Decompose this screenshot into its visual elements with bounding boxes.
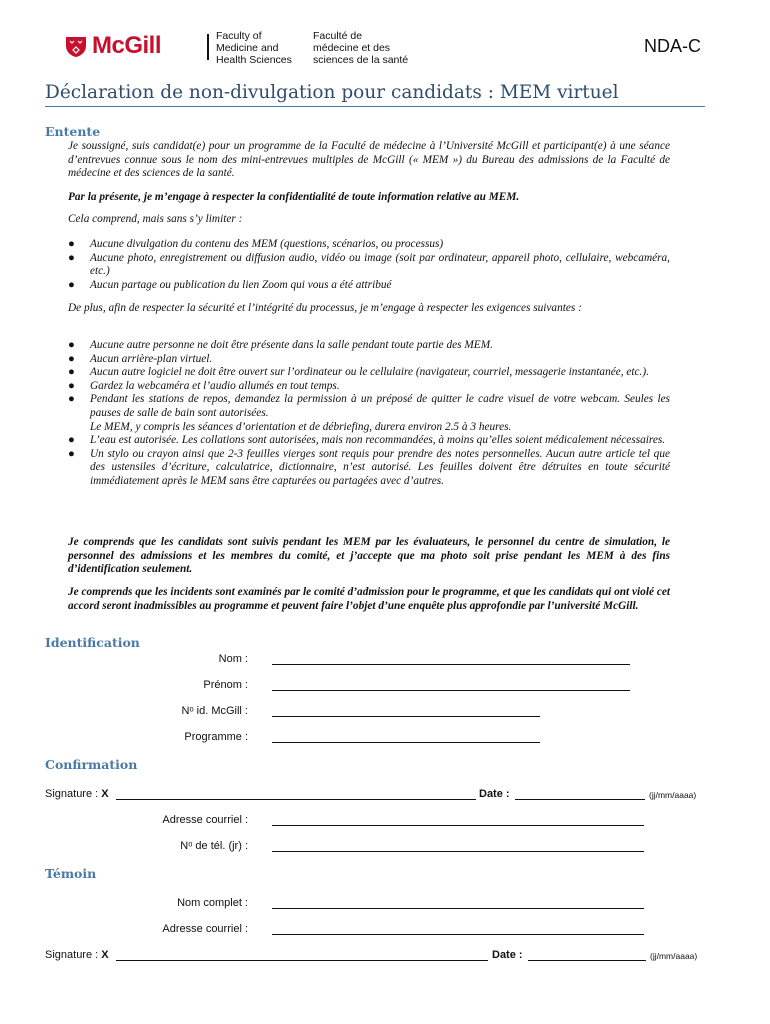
witness-date-label: Date :: [492, 949, 523, 961]
security-intro: De plus, afin de respecter la sécurité et l’intégrité du processus, je m’engage à respecter les exigences suivantes :: [68, 302, 582, 314]
section-heading-confirmation: Confirmation: [45, 757, 138, 772]
program-label: Programme :: [184, 731, 248, 743]
candidate-email-field[interactable]: [272, 825, 644, 826]
confidentiality-commitment: Par la présente, je m’engage à respecter la confidentialité de toute information relative au MEM.: [68, 191, 520, 203]
date-format-hint: (jj/mm/aaaa): [650, 951, 698, 961]
candidate-email-label: Adresse courriel :: [162, 814, 248, 826]
mcgill-id-label: Nᵒ id. McGill :: [181, 705, 248, 717]
candidate-signature-field[interactable]: [116, 799, 476, 800]
witness-email-label: Adresse courriel :: [162, 923, 248, 935]
list-item: ● Pendant les stations de repos, demandez la permission à un préposé de quitter le cadre visuel de votre webcam. Seules les pauses de salle de bain sont autorisées. Le MEM, y compris les séances d’orientation et de débriefing, durera environ 2.5 à 3 heures.: [68, 393, 670, 433]
list-item: ● Un stylo ou crayon ainsi que 2-3 feuilles vierges sont requis pour prendre des notes personnelles. Aucun autre article tel que des ustensiles d’écriture, calculatrice, dictionnaire, n’est autorisé. Les feuilles doivent être détruites en toute sécurité immédiatement après le MEM sans être capturées ou partagées avec d’autres.: [68, 447, 670, 487]
monitoring-acknowledgement: Je comprends que les candidats sont suivis pendant les MEM par les évaluateurs, le personnel du centre de simulation, le personnel des admissions et les membres du comité, et j’accepte que ma photo soit prise pendant les MEM à des fins d’identification seulement.: [68, 536, 670, 576]
list-item: ● Aucune photo, enregistrement ou diffusion audio, vidéo ou image (soit par ordinateur, appareil photo, cellulaire, webcaméra, etc.): [68, 251, 670, 278]
list-item: ● Aucune divulgation du contenu des MEM (questions, scénarios, ou processus): [68, 238, 444, 250]
last-name-label: Nom :: [218, 653, 248, 665]
list-item: ● Aucune autre personne ne doit être présente dans la salle pendant toute partie des MEM.: [68, 339, 493, 351]
section-heading-temoin: Témoin: [45, 866, 97, 881]
witness-name-label: Nom complet :: [177, 897, 248, 909]
faculty-name-fr: Faculté de médecine et des sciences de la santé: [313, 30, 409, 66]
list-item: ● Aucun partage ou publication du lien Zoom qui vous a été attribué: [68, 278, 392, 291]
candidate-phone-field[interactable]: [272, 851, 644, 852]
list-item: ● Gardez la webcaméra et l’audio allumés en tout temps.: [68, 379, 340, 392]
witness-email-field[interactable]: [272, 934, 644, 935]
list-item: ● Aucun autre logiciel ne doit être ouvert sur l’ordinateur ou le cellulaire (navigateur, courriel, messagerie instantanée, etc.).: [68, 366, 649, 379]
candidate-date-label: Date :: [479, 788, 510, 800]
first-name-field[interactable]: [272, 690, 630, 691]
requirements-list: [68, 339, 670, 489]
first-name-label: Prénom :: [203, 679, 248, 691]
candidate-signature-label: Signature : X: [45, 788, 109, 800]
logo-divider: [207, 34, 209, 60]
includes-intro: Cela comprend, mais sans s’y limiter :: [68, 213, 243, 225]
mcgill-logo-text: McGill: [92, 32, 162, 59]
faculty-name-en: Faculty of Medicine and Health Sciences: [216, 30, 292, 66]
witness-name-field[interactable]: [272, 908, 644, 909]
list-item: ● L’eau est autorisée. Les collations sont autorisées, mais non recommandées, à moins qu’elles soient médicalement nécessaires.: [68, 434, 666, 447]
witness-date-field[interactable]: [528, 960, 646, 961]
witness-signature-field[interactable]: [116, 960, 488, 961]
duration-note: Le MEM, y compris les séances d’orientation et de débriefing, durera environ 2.5 à 3 heures.: [90, 420, 512, 433]
intro-paragraph: Je soussigné, suis candidat(e) pour un programme de la Faculté de médecine à l’Université McGill et participant(e) à une séance d’entrevues connue sous le nom des mini-entrevues multiples de McGill (« MEM ») du Bureau des admissions de la Faculté de médecine et des sciences de la santé.: [68, 140, 670, 180]
mcgill-id-field[interactable]: [272, 716, 540, 717]
mcgill-crest-icon: [64, 36, 88, 58]
title-divider: [45, 106, 705, 107]
date-format-hint: (jj/mm/aaaa): [649, 790, 697, 800]
witness-signature-label: Signature : X: [45, 949, 109, 961]
page-title: Déclaration de non-divulgation pour candidats : MEM virtuel: [45, 82, 619, 103]
section-heading-entente: Entente: [45, 124, 101, 139]
last-name-field[interactable]: [272, 664, 630, 665]
program-field[interactable]: [272, 742, 540, 743]
candidate-date-field[interactable]: [515, 799, 645, 800]
list-item: ● Aucun arrière-plan virtuel.: [68, 352, 213, 365]
form-code: NDA-C: [644, 36, 701, 56]
section-heading-identification: Identification: [45, 635, 140, 650]
candidate-phone-label: Nᵒ de tél. (jr) :: [180, 840, 248, 852]
incidents-acknowledgement: Je comprends que les incidents sont examinés par le comité d’admission pour le programme, et que les candidats qui ont violé cet accord seront inadmissibles au programme et peuvent faire l’objet d’une enquête plus approfondie par l’université McGill.: [68, 586, 670, 612]
restrictions-list: [68, 238, 670, 292]
